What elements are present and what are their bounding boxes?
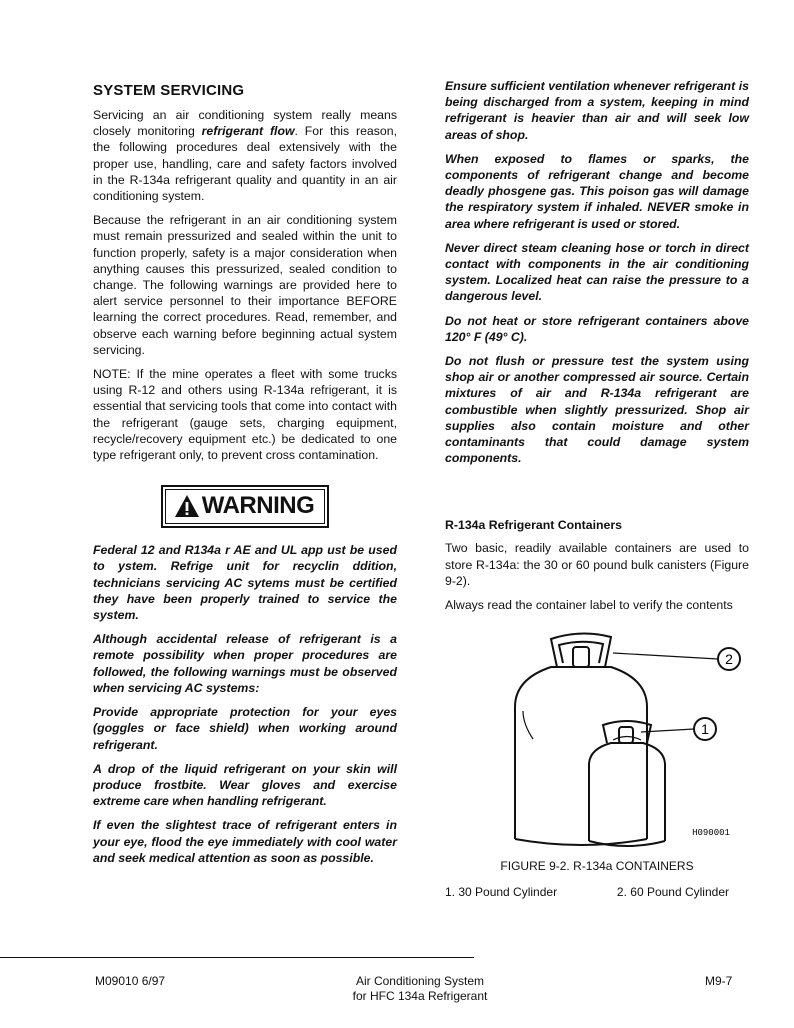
warning-eye-contact: If even the slightest trace of refrigerant enters in your eye, flood the eye immediately with cool water and seek medical attention as soon as possible.	[93, 818, 397, 865]
footer-divider	[0, 957, 474, 958]
callout-1-label: 1	[701, 721, 709, 738]
warning-banner	[93, 485, 397, 528]
intro-emphasis: refrigerant flow	[201, 124, 295, 139]
containers-subheading: R-134a Refrigerant Containers	[445, 518, 622, 533]
label-paragraph: Always read the container label to verify the contents	[445, 598, 733, 613]
warning-ventilation: Ensure sufficient ventilation whenever refrigerant is being discharged from a system, keeping in mind refrigerant is heavier than air and will seek low areas of shop.	[445, 79, 749, 142]
note-paragraph: NOTE: If the mine operates a fleet with some trucks using R-12 and others using R-134a refrigerant, it is essential that servicing tools that come into contact with the refrigerant (gauge sets, charging equipment, recycle/recovery equipment etc.) be dedicated to one type refrigerant only, to prevent cross contamination.	[93, 367, 397, 463]
footer-doc-number: M09010 6/97	[95, 974, 166, 988]
footer-title-line2: for HFC 134a Refrigerant	[352, 989, 488, 1003]
warning-frostbite: A drop of the liquid refrigerant on your skin will produce frostbite. Wear gloves and exercise extreme care when handling refrigerant.	[93, 761, 397, 809]
callout-2-label: 2	[725, 651, 733, 668]
warning-eye-protection: Provide appropriate protection for your eyes (goggles or face shield) when working around refrigerant.	[93, 705, 397, 752]
legend-item-60-pound: 2. 60 Pound Cylinder	[616, 885, 729, 900]
warning-label: WARNING	[201, 492, 315, 520]
left-column	[93, 78, 397, 874]
warning-phosgene: When exposed to flames or sparks, the components of refrigerant change and become deadly phosgene gas. This poison gas will damage the respiratory system if inhaled. NEVER smoke in area where refrigerant is used or stored.	[445, 151, 749, 231]
containers-paragraph: Two basic, readily available containers are used to store R-134a: the 30 or 60 pound bulk canisters (Figure 9-2).	[445, 541, 749, 588]
warning-triangle-icon	[174, 494, 200, 518]
safety-paragraph: Because the refrigerant in an air conditioning system must remain pressurized and sealed within the unit to function properly, safety is a major consideration when anything causes this pressurized, sealed condition to change. The following warnings are provided here to alert service personnel to their importance BEFORE learning the correct procedures. Read, remember, and observe each warning before beginning actual system servicing.	[93, 213, 397, 357]
figure-code: H090001	[692, 828, 730, 839]
intro-text-post: . For this reason, the following procedures deal extensively with the proper use, handling, care and safety factors involved in the R-134a refrigerant quality and quantity in an air conditioning system.	[93, 124, 397, 204]
warning-box	[161, 485, 330, 528]
intro-text-pre: Servicing an air conditioning system really means closely monitoring	[93, 108, 397, 139]
footer-page-number: M9-7	[705, 974, 733, 988]
warning-accidental-release: Although accidental release of refrigerant is a remote possibility when proper procedures are followed, the following warnings must be observed when servicing AC systems:	[93, 632, 397, 695]
intro-paragraph	[93, 107, 397, 204]
warning-steam-cleaning: Never direct steam cleaning hose or torch in direct contact with components in the air conditioning system. Localized heat can raise the pressure to a dangerous level.	[445, 240, 749, 304]
figure-caption: FIGURE 9-2. R-134a CONTAINERS	[500, 859, 694, 874]
warning-federal: Federal 12 and R134a r AE and UL app ust be used to ystem. Refrige unit for recyclin ddition, technicians servicing AC sytems must be certified they have been properly trained to service the system.	[93, 543, 397, 623]
footer-title	[300, 974, 540, 1004]
refrigerant-containers-figure	[493, 629, 753, 849]
warning-shop-air: Do not flush or pressure test the system using shop air or another compressed air source. Certain mixtures of air and R-134a refrigerant are combustible when slightly pressurized. Shop air supplies also contain moisture and other contaminants that could damage system components.	[445, 354, 749, 466]
right-column	[445, 78, 749, 899]
footer-title-line1: Air Conditioning System	[355, 974, 485, 988]
figure-legend	[445, 885, 749, 899]
section-heading: SYSTEM SERVICING	[93, 82, 245, 99]
legend-item-30-pound: 1. 30 Pound Cylinder	[445, 885, 558, 900]
warning-heat-storage: Do not heat or store refrigerant containers above 120° F (49° C).	[445, 313, 749, 344]
